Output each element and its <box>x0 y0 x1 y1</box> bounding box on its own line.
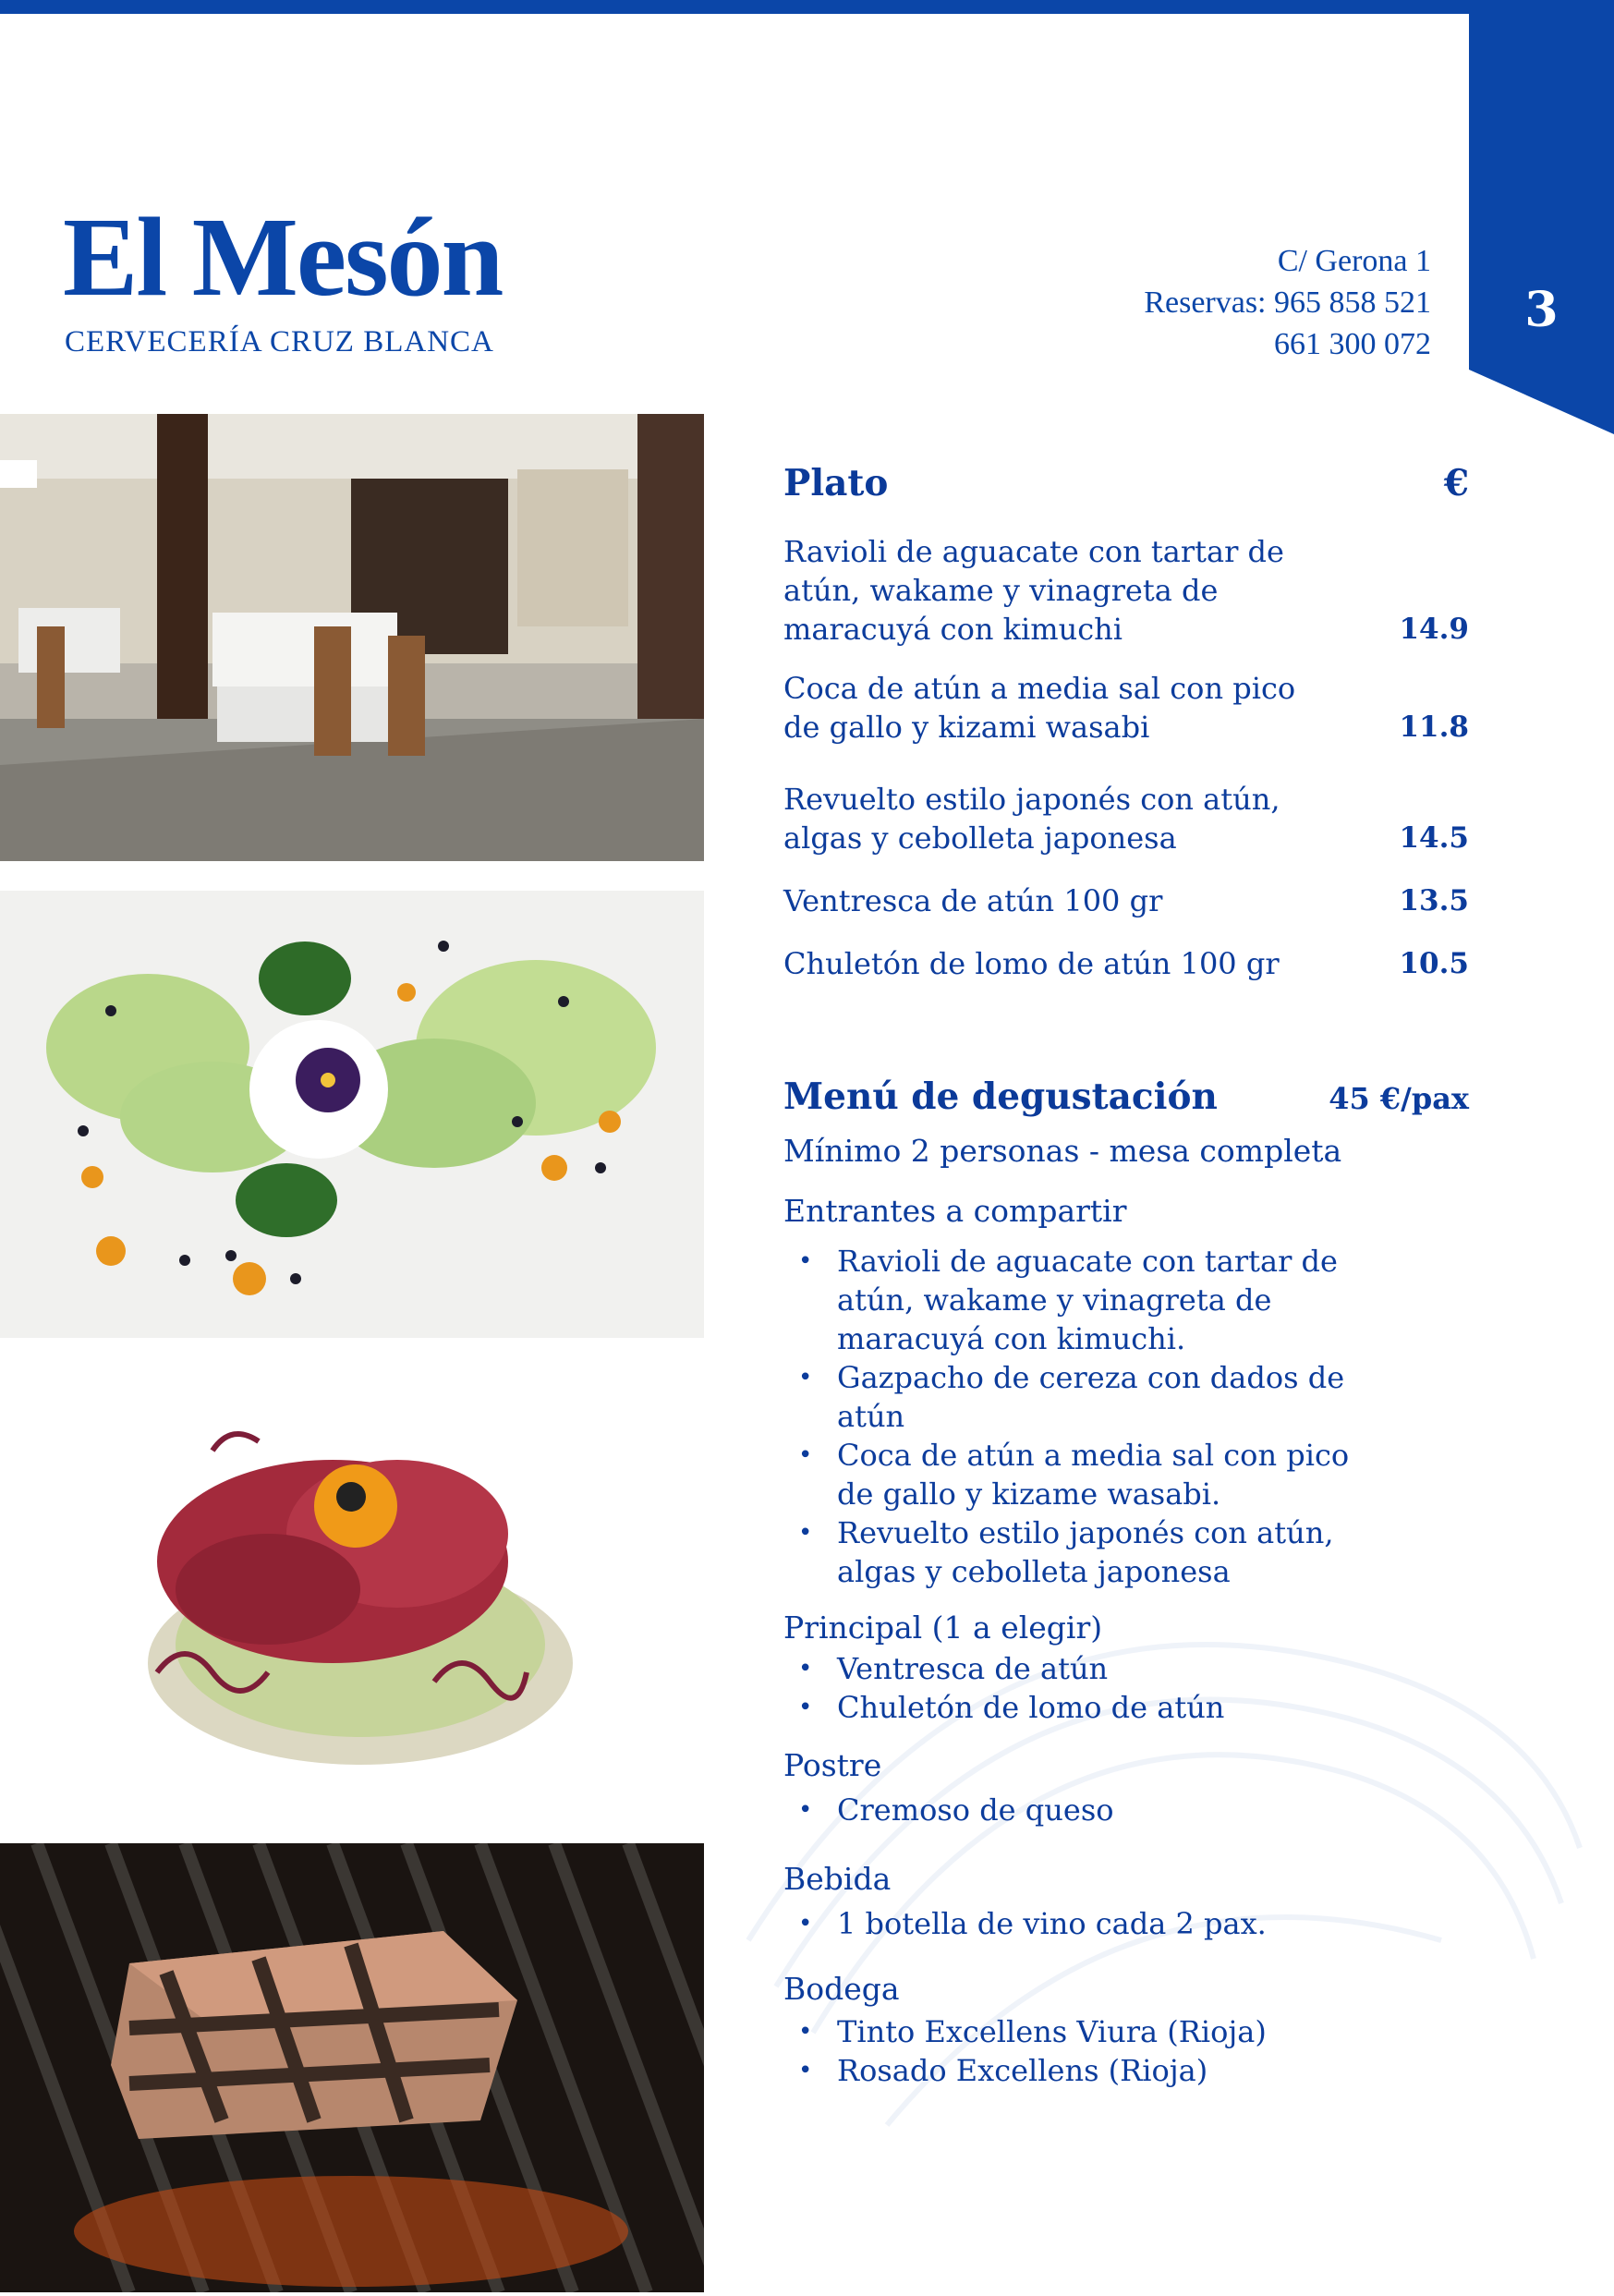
list-item: • Cremoso de queso <box>783 1791 1391 1829</box>
menu-item-name: Ravioli de aguacate con tartar de atún, wakame y vinagreta de maracuyá con kimuchi <box>783 534 1284 647</box>
tasting-note: Mínimo 2 personas - mesa completa <box>783 1133 1342 1169</box>
plato-header <box>783 462 1469 504</box>
menu-item-name: Ventresca de atún 100 gr <box>783 883 1163 918</box>
list-item: • Ventresca de atún <box>783 1649 1391 1688</box>
menu-item-name: Revuelto estilo japonés con atún, algas y cebolleta japonesa <box>783 782 1280 856</box>
section-list <box>783 2012 1469 2090</box>
menu-item-name: Chuletón de lomo de atún 100 gr <box>783 946 1280 981</box>
grilled-tuna-photo <box>0 1843 704 2292</box>
list-item: • Gazpacho de cereza con dados de atún <box>783 1358 1391 1436</box>
section-title: Principal (1 a elegir) <box>783 1610 1103 1646</box>
tasting-header <box>783 1075 1469 1118</box>
section-list <box>783 1904 1469 1943</box>
section-title: Entrantes a compartir <box>783 1193 1127 1229</box>
tasting-heading: Menú de degustación <box>783 1075 1218 1118</box>
avocado-ravioli-photo <box>0 891 704 1338</box>
list-item: • Tinto Excellens Viura (Rioja) <box>783 2012 1391 2051</box>
menu-item <box>783 532 1469 649</box>
address: C/ Gerona 1 <box>1277 244 1431 278</box>
menu-item-price: 11.8 <box>1399 711 1469 744</box>
restaurant-subtitle: CERVECERÍA CRUZ BLANCA <box>65 325 494 358</box>
menu-item-price: 14.5 <box>1399 821 1469 855</box>
list-item: • 1 botella de vino cada 2 pax. <box>783 1904 1391 1943</box>
section-title: Bebida <box>783 1861 892 1897</box>
currency-label: € <box>1443 462 1469 504</box>
section-title: Postre <box>783 1747 882 1783</box>
menu-item <box>783 881 1469 920</box>
list-item: • Ravioli de aguacate con tartar de atún, wakame y vinagreta de maracuyá con kimuchi. <box>783 1242 1391 1358</box>
page-corner-tab <box>1469 0 1614 434</box>
section-list <box>783 1242 1469 1591</box>
section-title: Bodega <box>783 1971 900 2007</box>
reservation-phone: Reservas: 965 858 521 <box>1144 285 1431 320</box>
restaurant-name: El Mesón <box>63 195 503 320</box>
second-phone: 661 300 072 <box>1274 327 1431 361</box>
menu-item-price: 10.5 <box>1399 947 1469 980</box>
section-list <box>783 1791 1469 1829</box>
menu-content <box>783 462 1469 2090</box>
tuna-tartare-photo <box>0 1367 704 1815</box>
list-item: • Revuelto estilo japonés con atún, algas y cebolleta japonesa <box>783 1513 1391 1591</box>
menu-item <box>783 780 1469 857</box>
plato-heading: Plato <box>783 462 889 504</box>
restaurant-interior-photo <box>0 414 704 861</box>
menu-item-price: 14.9 <box>1399 613 1469 646</box>
list-item: • Coca de atún a media sal con pico de gallo y kizame wasabi. <box>783 1436 1391 1513</box>
tasting-price: 45 €/pax <box>1329 1081 1469 1116</box>
menu-item-price: 13.5 <box>1399 884 1469 917</box>
list-item: • Chuletón de lomo de atún <box>783 1688 1391 1727</box>
contact-block <box>1144 240 1431 365</box>
menu-item <box>783 944 1469 983</box>
top-border-bar <box>0 0 1614 14</box>
page-number: 3 <box>1524 282 1559 338</box>
section-list <box>783 1649 1469 1727</box>
menu-item-name: Coca de atún a media sal con pico de gallo y kizami wasabi <box>783 671 1296 745</box>
menu-item <box>783 669 1469 747</box>
list-item: • Rosado Excellens (Rioja) <box>783 2051 1391 2090</box>
